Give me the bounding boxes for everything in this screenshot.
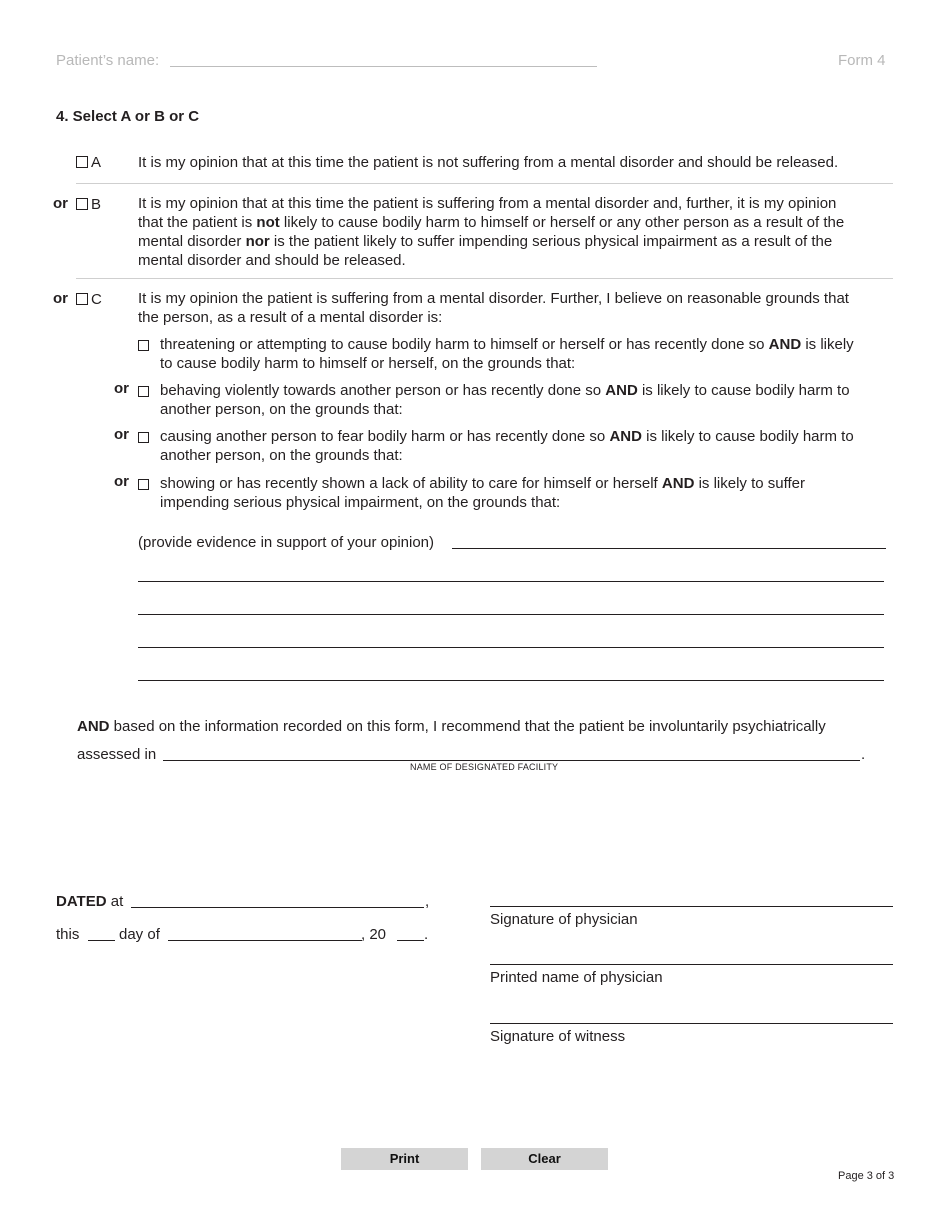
recommendation-text: AND based on the information recorded on this form, I recommend that the patient be involuntarily psychiatrically [77,718,826,735]
option-a-selector[interactable] [76,154,101,171]
option-a-text: It is my opinion that at this time the patient is not suffering from a mental disorder and should be released. [138,154,839,171]
clear-button[interactable]: Clear [481,1148,608,1170]
physician-name-label: Printed name of physician [490,969,663,986]
month-field[interactable] [168,940,362,941]
or-label: or [114,426,129,443]
facility-field[interactable] [163,760,860,761]
option-b-letter: B [91,196,102,213]
sub-option-4-checkbox[interactable] [138,476,149,493]
year-prefix: , 20 [361,926,387,943]
or-label: or [114,380,129,397]
divider [76,183,893,184]
year-field[interactable] [397,940,424,941]
facility-caption: NAME OF DESIGNATED FACILITY [410,762,559,772]
sub-option-3-text: causing another person to fear bodily harm or has recently done so AND is likely to cause bodily harm to another person, on the grounds that: [160,428,854,464]
patient-name-label: Patient’s name: [56,52,160,69]
evidence-line[interactable] [138,680,884,681]
physician-name-field[interactable] [490,964,893,965]
divider [76,278,893,279]
comma: , [425,893,430,910]
option-c-text: It is my opinion the patient is suffering from a mental disorder. Further, I believe on reasonable grounds that the person, as a result of a mental disorder is: [138,290,849,326]
option-a-letter: A [91,154,102,171]
dated-label: DATED at [56,893,124,910]
dated-at-field[interactable] [131,907,424,908]
evidence-line[interactable] [452,548,886,549]
option-b-selector[interactable] [76,196,101,213]
or-label: or [114,473,129,490]
option-b-text: It is my opinion that at this time the patient is suffering from a mental disorder and, further, it is my opinion that the patient is not likely to cause bodily harm to himself or herself or any other person as a result of the mental disorder nor is the patient likely to suffer impending serious physical impairment as a result of the mental disorder and should be released. [138,195,845,269]
witness-signature-label: Signature of witness [490,1028,626,1045]
evidence-line[interactable] [138,581,884,582]
or-label: or [53,195,68,212]
period: . [424,926,429,943]
sub-option-1-checkbox[interactable] [138,337,149,354]
this-label: this [56,926,80,943]
print-button[interactable]: Print [341,1148,468,1170]
day-field[interactable] [88,940,115,941]
evidence-line[interactable] [138,614,884,615]
or-label: or [53,290,68,307]
option-c-selector[interactable] [76,291,102,308]
evidence-label: (provide evidence in support of your opinion) [138,534,435,551]
patient-name-field[interactable] [170,66,597,67]
option-b-checkbox[interactable] [76,198,88,210]
evidence-line[interactable] [138,647,884,648]
sub-option-1-text: threatening or attempting to cause bodily harm to himself or herself or has recently done so AND is likely to cause bodily harm to himself or herself, on the grounds that: [160,336,854,372]
option-a-checkbox[interactable] [76,156,88,168]
section-title: 4. Select A or B or C [56,108,200,125]
witness-signature-field[interactable] [490,1023,893,1024]
page-number: Page 3 of 3 [838,1170,895,1182]
sub-option-2-checkbox[interactable] [138,383,149,400]
physician-signature-label: Signature of physician [490,911,638,928]
form-number: Form 4 [838,52,886,69]
option-c-checkbox[interactable] [76,293,88,305]
sub-option-4-text: showing or has recently shown a lack of ability to care for himself or herself AND is likely to suffer impending serious physical impairment, on the grounds that: [160,475,806,511]
day-of-label: day of [119,926,160,943]
physician-signature-field[interactable] [490,906,893,907]
assessed-in-label: assessed in [77,746,157,763]
period: . [861,746,866,763]
sub-option-2-text: behaving violently towards another person or has recently done so AND is likely to cause bodily harm to another person, on the grounds that: [160,382,850,418]
option-c-letter: C [91,291,102,308]
sub-option-3-checkbox[interactable] [138,429,149,446]
